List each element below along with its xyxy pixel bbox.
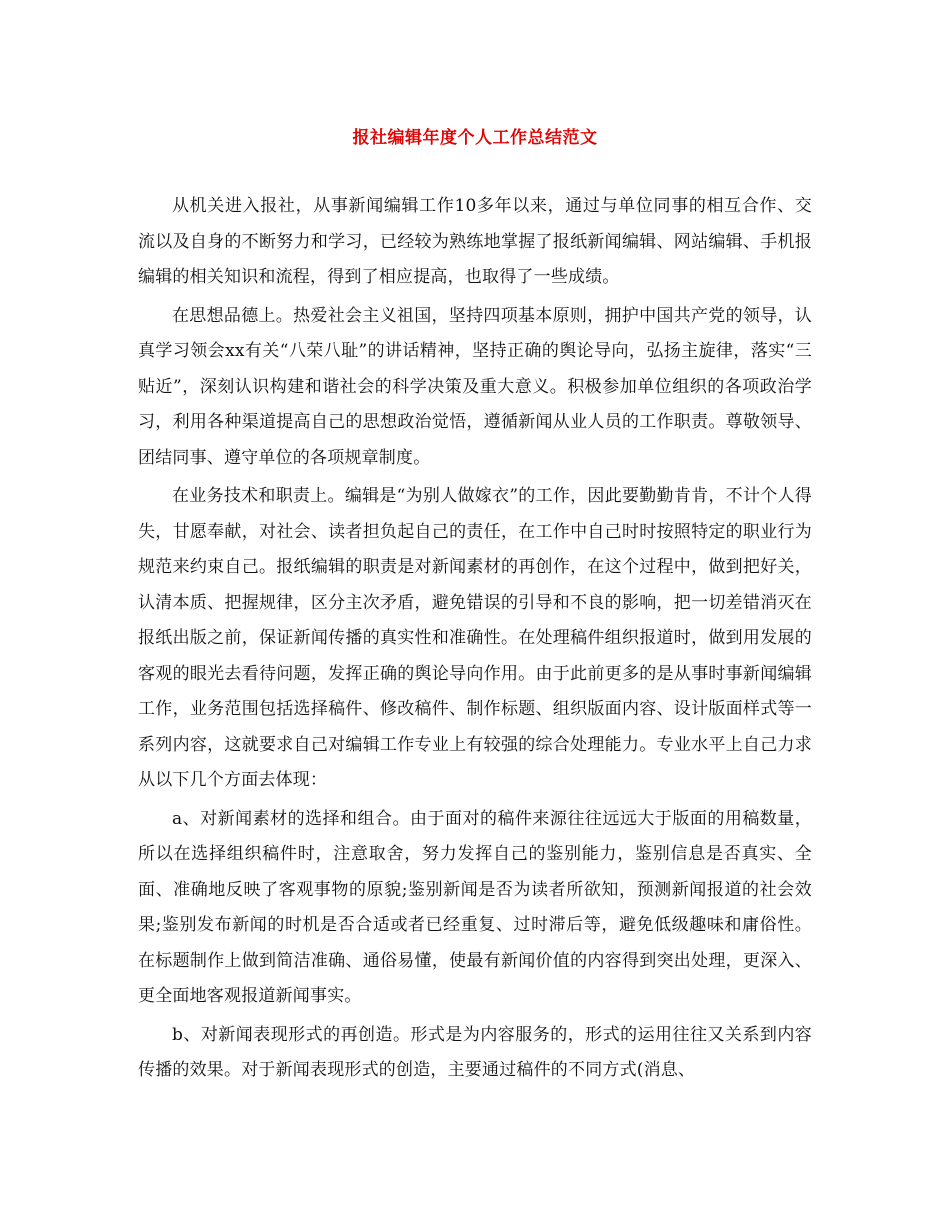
paragraph-item-b: b、对新闻表现形式的再创造。形式是为内容服务的，形式的运用往往又关系到内容传播的效果。对于新闻表现形式的创造，主要通过稿件的不同方式(消息、 (138, 1024, 812, 1080)
paragraph-professional-duty: 在业务技术和职责上。编辑是“为别人做嫁衣”的工作，因此要勤勤肯肯，不计个人得失，甘愿奉献，对社会、读者担负起自己的责任，在工作中自己时时按照特定的职业行为规范来约束自己。报纸编辑的职责是对新闻素材的再创作，在这个过程中，做到把好关，认清本质、把握规律，区分主次矛盾，避免错误的引导和不良的影响，把一切差错消灭在报纸出版之前，保证新闻传播的真实性和准确性。在处理稿件组织报道时，做到用发展的客观的眼光去看待问题，发挥正确的舆论导向作用。由于此前更多的是从事时事新闻编辑工作，业务范围包括选择稿件、修改稿件、制作标题、组织版面内容、设计版面样式等一系列内容，这就要求自己对编辑工作专业上有较强的综合处理能力。专业水平上自己力求从以下几个方面去体现： (138, 486, 812, 790)
document-title: 报社编辑年度个人工作总结范文 (352, 128, 598, 148)
paragraph-intro: 从机关进入报社，从事新闻编辑工作10多年以来，通过与单位同事的相互合作、交流以及自身的不断努力和学习，已经较为熟练地掌握了报纸新闻编辑、网站编辑、手机报编辑的相关知识和流程，得到了相应提高，也取得了一些成绩。 (138, 196, 812, 287)
paragraph-item-a: a、对新闻素材的选择和组合。由于面对的稿件来源往往远远大于版面的用稿数量，所以在选择组织稿件时，注意取舍，努力发挥自己的鉴别能力，鉴别信息是否真实、全面、准确地反映了客观事物的原貌;鉴别新闻是否为读者所欲知，预测新闻报道的社会效果;鉴别发布新闻的时机是否合适或者已经重复、过时滞后等，避免低级趣味和庸俗性。在标题制作上做到简洁准确、通俗易懂，使最有新闻价值的内容得到突出处理，更深入、更全面地客观报道新闻事实。 (138, 808, 812, 1006)
paragraph-ideology: 在思想品德上。热爱社会主义祖国，坚持四项基本原则，拥护中国共产党的领导，认真学习领会xx有关“八荣八耻”的讲话精神，坚持正确的舆论导向，弘扬主旋律，落实“三贴近”，深刻认识构建和谐社会的科学决策及重大意义。积极参加单位组织的各项政治学习，利用各种渠道提高自己的思想政治觉悟，遵循新闻从业人员的工作职责。尊敬领导、团结同事、遵守单位的各项规章制度。 (138, 305, 812, 468)
document-body (138, 189, 812, 1092)
